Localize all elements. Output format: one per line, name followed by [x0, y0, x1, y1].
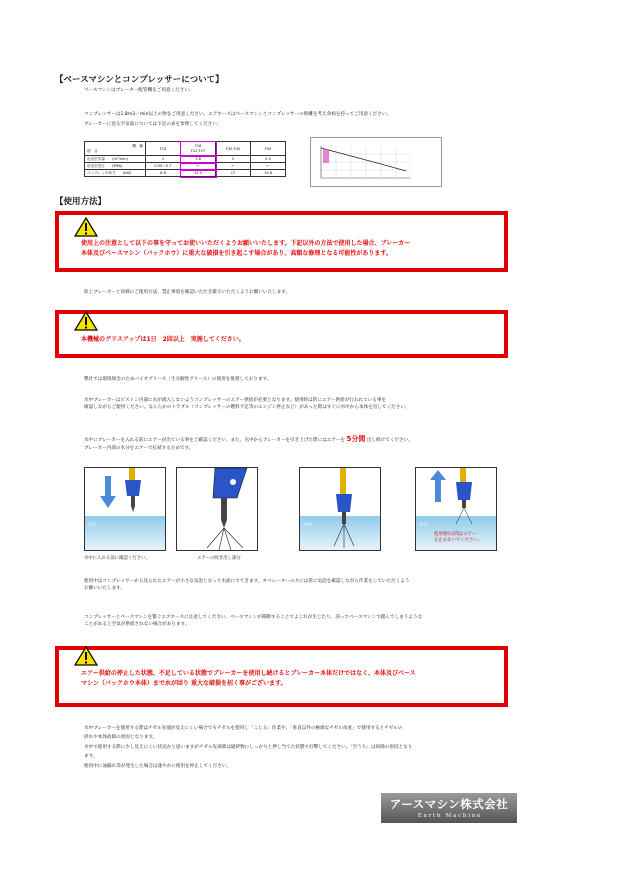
row-label: 吐出空気量 (m³/min): [85, 156, 146, 163]
cell: 0.55〜0.7: [146, 163, 181, 170]
paragraph-rules: 陸上ブレーカーと同様のご使用方法、禁止事項を確認いただき厳守いただくようお願いいたします。: [84, 290, 291, 295]
model-f16: F16 F22,F27: [181, 142, 216, 156]
cell: 1.8: [181, 156, 216, 163]
air-hose-line-2: ことがあると空気が供給されない場合があります。: [84, 622, 190, 628]
header-item-label: 項 目: [87, 148, 98, 153]
company-logo-name: アースマシン株式会社: [389, 797, 509, 811]
cell: 1: [146, 156, 181, 163]
cell: ←: [251, 163, 286, 170]
cell: 2: [216, 156, 251, 163]
water-label: 水中: [88, 523, 97, 528]
warning-1-line-2: 本体及びベースマシン（バックホウ）に重大な破損を引き起こす場合があり、高額な修理となる可能性があります。: [81, 250, 392, 258]
figure-panel-4: [415, 467, 497, 551]
company-logo: [381, 793, 517, 823]
warning-box-2: [55, 310, 508, 358]
row-label: 吐出空気圧 (MPa): [85, 163, 146, 170]
paragraph-chisel: [84, 724, 412, 771]
paragraph-bubbles: [84, 578, 409, 592]
air-pressure-graph: [310, 137, 442, 187]
cell: 12.5: [181, 170, 216, 177]
warning-icon: [74, 217, 98, 237]
warning-icon: [74, 311, 98, 331]
cell: 8.8: [146, 170, 181, 177]
usage-heading: 【使用方法】: [55, 197, 107, 207]
model-f12: F12: [146, 142, 181, 156]
down-arrow-icon: [105, 476, 111, 498]
chisel-line-3: 水中で使用する際に少し見えにくい状況かと思いますがチゼル先端部は破砕物にしっかりと押し当てた状態で打撃してください。「空うち」は故障の原因となり: [84, 744, 413, 750]
warning-3-line-2: マシン（バックホウ本体）まで水が回り 重大な破損を招く事がございます。: [81, 680, 287, 688]
warning-1-line-1: 使用上の注意として以下の事を守ってお使いいただくようお願いいたします。下記以外の方法で使用した場合、ブレーカー: [81, 240, 411, 247]
chisel-line-4: ます。: [84, 754, 98, 760]
breaker-air-outlet-illustration: [177, 468, 258, 551]
water-label: 水中: [303, 523, 312, 528]
row-label: コンプレッサ馬力 (kW): [85, 170, 146, 177]
cell: ←: [216, 163, 251, 170]
company-logo-roman: E a r t h M a c h i n e: [417, 813, 481, 819]
paragraph-grease: 弊社では環境保全のためバイオグリース（生分解性グリース）の使用を推奨しております。: [84, 377, 272, 382]
check-air-line-2: ブレーカー内部の水分をエアーで払拭するためです。: [84, 445, 194, 451]
chisel-line-5: 使用中に油漏れ等が発生した場合は速やかに使用を停止してください。: [84, 763, 232, 769]
warning-3-line-1: エアー供給の停止した状態、不足している状態でブレーカーを使用し続けるとブレーカー本体だけではなく、本体及びベース: [81, 670, 416, 677]
chisel-line-1: 水中ブレーカーを使用する際はチゼル先端が見えにくい場合でもチゼルを使用し「こじる」作業や、「垂直以外の極端なチゼル角度」で使用するとチゼルの: [84, 726, 403, 731]
check-air-text-b: 出し続けてください。: [366, 438, 413, 443]
figure-panel-2: [176, 467, 258, 551]
base-machine-heading: 【ベースマシンとコンプレッサーについて】: [55, 75, 224, 85]
table-corner-cell: [85, 142, 146, 156]
check-air-text-a: 水中にブレーカーを入れる前にエアーが出ている事をご確認ください。また、水中からブレーカーを引き上げた際にはエアーを: [84, 438, 346, 443]
figure-caption-2: エアーの吹き出し部分: [197, 556, 241, 561]
five-minutes-highlight: 5分間: [346, 435, 366, 443]
warning-3-text: [81, 669, 416, 689]
air-hose-line-1: コンプレッサーとベースマシンを繋ぐエアホースに注意してください。ベースマシンが移動することでよじれが生じたり、誤ってベースマシンで踏んでしまうような: [84, 615, 423, 620]
paragraph-air-supply: [84, 397, 409, 411]
paragraph-air-hose: [84, 614, 422, 628]
air-spec-table: [84, 141, 286, 177]
air-supply-line-1: 水中ブレーカーはピストン内部に水が流入しないようコンプレッサーのエアー供給が必要となります。使用時は常にエアー供給が行われている事を: [84, 398, 387, 403]
water-label: 水中: [419, 523, 428, 528]
chisel-line-2: 折れや本体故障の原因となります。: [84, 735, 158, 741]
paragraph-check-air: [84, 434, 413, 452]
figure-panel-1: [84, 467, 166, 551]
bubbles-line-2: お願いいたします。: [84, 586, 125, 592]
model-f30: F30,F45: [216, 142, 251, 156]
warning-2-text: 本機械のグリスアップは1日 2回以上 実施してください。: [81, 336, 245, 343]
cell: ←: [181, 163, 216, 170]
table-header-row: [85, 142, 286, 156]
bubbles-line-1: 使用中はコンプレッサーから送られたエアーが小さな気泡となって水面にでてきます。オペレーターの方には常に気泡を確認しながら作業をしていただくよう: [84, 579, 410, 584]
compressor-text-1: コンプレッサーは1.8m3／min以上の物をご用意ください。エアホースはベースマシンとコンプレッサーの距離を考え余裕を持ってご用意ください。: [84, 112, 392, 117]
five-minute-note: 使用後5分間はエアー を止めないでください。: [434, 532, 483, 544]
air-supply-line-2: 確認しながらご使用ください。なんらかのトラブル（コンプレッサーの燃料不足等のエンジン停止など）があった際はすぐに水中から本体を出してください。: [84, 405, 410, 411]
table-row: [85, 170, 286, 177]
figure-panel-3: [299, 467, 381, 551]
header-model-label: 機 種: [132, 143, 143, 148]
model-f50: F50: [251, 142, 286, 156]
compressor-text-2: ブレーカーに送る空気量については下記の表を参照してください。: [84, 122, 222, 127]
table-row: [85, 163, 286, 170]
base-machine-text: ベースマシンはブレーカー配管機をご用意ください。: [84, 88, 194, 93]
table-row: [85, 156, 286, 163]
figure-caption-1: 水中に入れる前に確認ください。: [84, 556, 150, 561]
warning-icon: [74, 646, 98, 666]
warning-1-text: [81, 239, 410, 259]
up-arrow-icon: [430, 470, 446, 480]
cell: 2.5: [251, 156, 286, 163]
cell: 17: [216, 170, 251, 177]
cell: 19.8: [251, 170, 286, 177]
